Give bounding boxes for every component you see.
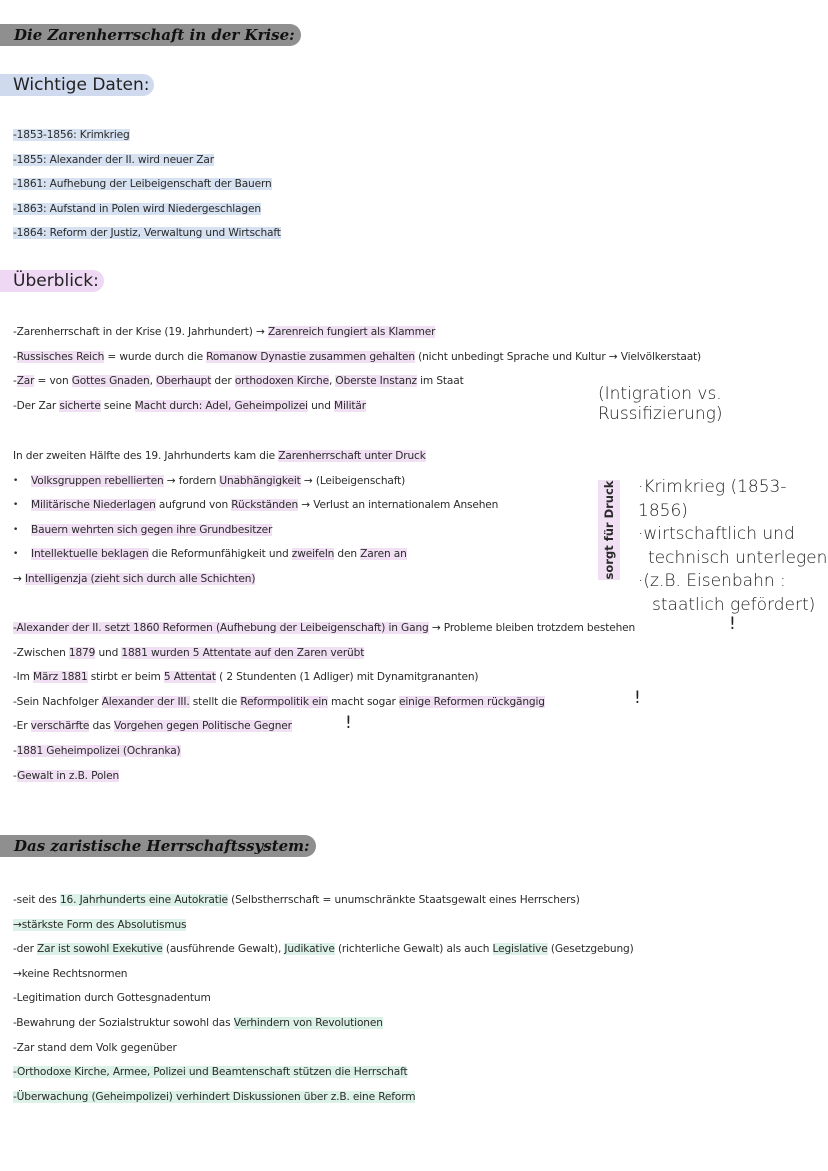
handwritten-side-notes xyxy=(638,476,828,617)
text: ( 2 Stundenten (1 Adliger) mit Dynamitgrananten) xyxy=(215,671,479,684)
highlighted-text: Romanow Dynastie zusammen gehalten xyxy=(206,350,415,363)
side-note-line: ·wirtschaftlich und xyxy=(638,524,795,544)
text: -Bewahrung der Sozialstruktur sowohl das xyxy=(13,1016,234,1029)
highlighted-text: -1855: Alexander der II. wird neuer Zar xyxy=(13,153,214,166)
highlighted-text: Gewalt in z.B. Polen xyxy=(17,769,120,782)
text: → (Leibeigenschaft) xyxy=(300,474,406,487)
text: - xyxy=(13,350,17,363)
highlighted-text: Zar ist sowohl Exekutive xyxy=(37,943,163,956)
text: die Reformunfähigkeit und xyxy=(148,548,292,561)
list-item xyxy=(13,937,818,962)
highlighted-text: Zarenherrschaft unter Druck xyxy=(278,450,426,462)
side-note-line: technisch unterlegen xyxy=(648,547,828,568)
list-item xyxy=(13,123,818,148)
highlighted-text: 5 Attentat xyxy=(163,671,216,684)
highlighted-text: Vorgehen gegen Politische Gegner xyxy=(114,720,292,733)
text: seine xyxy=(100,399,135,412)
highlighted-text: Reformpolitik ein xyxy=(240,695,328,708)
highlighted-text: Alexander der III. xyxy=(101,695,190,708)
text: -Zar stand dem Volk gegenüber xyxy=(13,1041,177,1054)
highlighted-text: Zar xyxy=(16,375,35,388)
highlighted-text: Volksgruppen rebellierten xyxy=(31,474,164,487)
text: →keine Rechtsnormen xyxy=(13,967,128,980)
text: → fordern xyxy=(163,474,220,487)
highlighted-text: -Orthodoxe Kirche, Armee, Polizei und Beamtenschaft stützen die Herrschaft xyxy=(13,1066,408,1079)
list-item xyxy=(13,221,818,246)
text: und xyxy=(95,646,122,659)
list-item xyxy=(13,986,818,1011)
heading-wichtige-daten: Wichtige Daten: xyxy=(0,74,154,96)
highlighted-text: Militär xyxy=(334,399,366,412)
highlighted-text: Intelligenzja (zieht sich durch alle Schichten) xyxy=(24,572,256,585)
text: macht sogar xyxy=(327,695,399,708)
highlighted-text: Bauern wehrten sich gegen ihre Grundbesitzer xyxy=(31,523,273,536)
list-item xyxy=(13,739,818,764)
text: -seit des xyxy=(13,894,60,906)
highlighted-text: Intellektuelle beklagen xyxy=(31,548,149,561)
list-item xyxy=(13,665,818,690)
list-item xyxy=(13,1036,818,1061)
highlighted-text: -Alexander der II. setzt 1860 Reformen (Aufhebung der Leibeigenschaft) in Gang xyxy=(13,622,429,634)
list-item xyxy=(13,197,818,222)
list-item xyxy=(13,764,818,789)
text: stirbt er beim xyxy=(87,671,164,684)
highlighted-text: Verhindern von Revolutionen xyxy=(233,1016,383,1029)
text: (nicht unbedingt Sprache und Kultur → Vielvölkerstaat) xyxy=(414,350,702,363)
highlighted-text: 1879 xyxy=(68,646,96,659)
text: das xyxy=(89,720,114,733)
list-item xyxy=(13,172,818,197)
text: stellt die xyxy=(189,695,241,708)
exclamation-mark: ! xyxy=(729,614,736,634)
text: , xyxy=(149,375,157,388)
list-item xyxy=(13,641,818,666)
highlighted-text: -1861: Aufhebung der Leibeigenschaft der Bauern xyxy=(13,178,272,191)
text: aufgrund von xyxy=(155,499,232,512)
highlighted-text: Gottes Gnaden xyxy=(71,375,150,388)
highlighted-text: Legislative xyxy=(492,943,548,956)
text: - xyxy=(13,375,17,388)
highlighted-text: Zarenreich fungiert als Klammer xyxy=(267,326,436,338)
highlighted-text: Macht durch: Adel, Geheimpolizei xyxy=(134,399,308,412)
text: den xyxy=(334,548,361,561)
text: und xyxy=(307,399,334,412)
side-note-line: ·Krimkrieg (1853-1856) xyxy=(638,477,787,521)
sorgt-fuer-druck-label xyxy=(598,480,620,580)
heading-ueberblick: Überblick: xyxy=(0,270,104,292)
highlighted-text: 1881 Geheimpolizei (Ochranka) xyxy=(16,744,181,757)
highlighted-text: Judikative xyxy=(284,943,335,956)
exclamation-mark: ! xyxy=(345,713,352,733)
text: → Verlust an internationalem Ansehen xyxy=(298,499,499,512)
highlighted-text: -Überwachung (Geheimpolizei) verhindert Diskussionen über z.B. eine Reform xyxy=(13,1090,416,1103)
list-item xyxy=(13,714,818,739)
highlighted-text: Unabhängigkeit xyxy=(219,474,301,487)
side-note-line: staatlich gefördert) xyxy=(652,594,816,615)
highlighted-text: Militärische Niederlagen xyxy=(31,499,156,512)
text: -Zwischen xyxy=(13,646,69,659)
list-item xyxy=(13,345,818,370)
text: -Legitimation durch Gottesgnadentum xyxy=(13,992,211,1005)
text: -Im xyxy=(13,671,34,684)
text: der xyxy=(211,375,235,388)
text: (Selbstherrschaft = unumschränkte Staatsgewalt eines Herrschers) xyxy=(227,894,580,906)
dates-list xyxy=(13,123,818,246)
highlighted-text: einige Reformen rückgängig xyxy=(398,695,545,708)
highlighted-text: Oberhaupt xyxy=(156,375,212,388)
text: = wurde durch die xyxy=(104,350,207,363)
text: -Er xyxy=(13,720,31,733)
list-item xyxy=(13,1085,818,1110)
text: -Der Zar xyxy=(13,399,60,412)
text: -der xyxy=(13,943,38,956)
list-item xyxy=(13,690,818,715)
text: In der zweiten Hälfte des 19. Jahrhunderts kam die xyxy=(13,450,279,462)
text: (richterliche Gewalt) als auch xyxy=(334,943,493,956)
list-item xyxy=(13,444,818,469)
highlighted-text: 1881 wurden 5 Attentate auf den Zaren verübt xyxy=(121,646,365,659)
text: im Staat xyxy=(416,375,464,388)
list-item xyxy=(13,913,818,938)
list-item xyxy=(13,962,818,987)
exclamation-mark: ! xyxy=(634,688,641,708)
highlighted-text: orthodoxen Kirche xyxy=(234,375,329,388)
text: = von xyxy=(34,375,72,388)
list-item xyxy=(13,320,818,345)
handwritten-note-integration: (Intigration vs. Russifizierung) xyxy=(598,384,723,424)
highlighted-text: -1853-1856: Krimkrieg xyxy=(13,129,130,141)
list-item xyxy=(13,148,818,173)
list-item xyxy=(13,1011,818,1036)
system-list xyxy=(13,888,818,1109)
text: (Gesetzgebung) xyxy=(547,943,634,956)
text: -Zarenherrschaft in der Krise (19. Jahrhundert) → xyxy=(13,326,268,338)
section-title-herrschaftssystem: Das zaristische Herrschaftssystem: xyxy=(0,835,316,857)
highlighted-text: Russisches Reich xyxy=(16,350,105,363)
text: - xyxy=(13,744,17,757)
side-note-line: ·(z.B. Eisenbahn : xyxy=(638,571,786,591)
text: , xyxy=(328,375,336,388)
text: - xyxy=(13,769,18,782)
highlighted-text: verschärfte xyxy=(30,720,90,733)
page-title: Die Zarenherrschaft in der Krise: xyxy=(0,24,301,46)
highlighted-text: Oberste Instanz xyxy=(335,375,417,388)
highlighted-text: 16. Jahrhunderts eine Autokratie xyxy=(59,894,228,906)
highlighted-text: sicherte xyxy=(59,399,101,412)
highlighted-text: zweifeln xyxy=(291,548,335,561)
highlighted-text: -1864: Reform der Justiz, Verwaltung und Wirtschaft xyxy=(13,227,281,240)
list-item xyxy=(13,1060,818,1085)
highlighted-text: -1863: Aufstand in Polen wird Niedergeschlagen xyxy=(13,202,261,215)
highlighted-text: März 1881 xyxy=(33,671,88,684)
text: (ausführende Gewalt), xyxy=(162,943,285,956)
overview-list-3 xyxy=(13,616,818,788)
sorgt-fuer-druck-text: sorgt für Druck xyxy=(602,480,616,580)
highlighted-text: Rückständen xyxy=(231,499,299,512)
list-item xyxy=(13,888,818,913)
highlighted-text: →stärkste Form des Absolutismus xyxy=(13,918,187,931)
text: -Sein Nachfolger xyxy=(13,695,102,708)
highlighted-text: Zaren an xyxy=(360,548,407,561)
text: → xyxy=(13,572,25,585)
text: → Probleme bleiben trotzdem bestehen xyxy=(428,622,636,634)
list-item xyxy=(13,616,818,641)
